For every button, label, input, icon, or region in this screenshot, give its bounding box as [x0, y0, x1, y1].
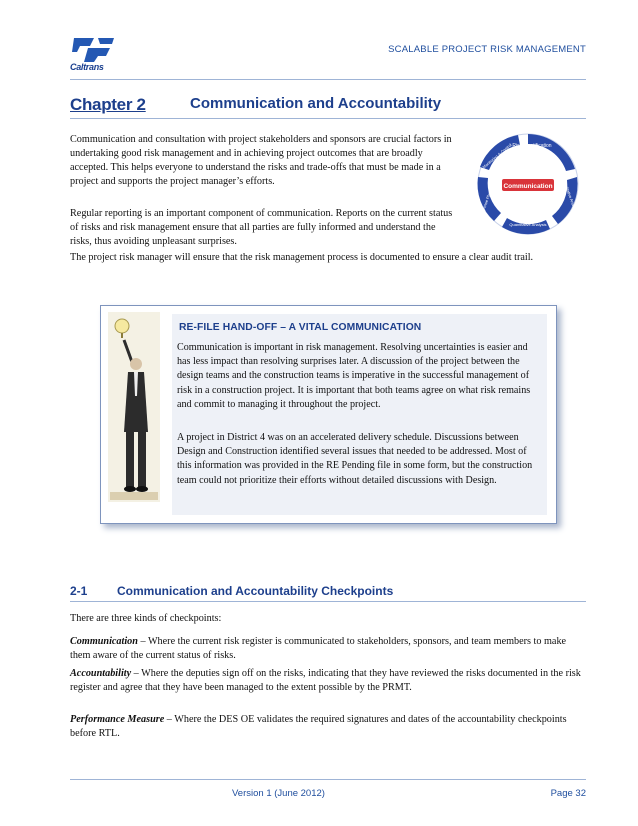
checkpoint-performance-measure: [70, 713, 586, 741]
chapter-label: Chapter 2: [70, 95, 146, 114]
cycle-stage-3: Quantitative Analysis: [509, 222, 547, 227]
callout-paragraph-1: Communication is important in risk management. Resolving uncertainties is easier and has less impact than resolving surprises later. A discussion of the project between the design teams and the construction teams is imperative in the successful management of risk in a construction project. It is important that both teams agree on what risk remains and commit to managing it throughout the project.: [177, 342, 531, 410]
checkpoint-term: Accountability: [70, 668, 132, 679]
checkpoint-description: – Where the deputies sign off on the risks, indicating that they have reviewed the risks documented in the risk register and agree that they have been managed to the extent possible by the PRMT.: [70, 668, 581, 693]
cycle-stage-4: Response Planning: [478, 183, 495, 218]
checkpoint-accountability: [70, 667, 586, 695]
checkpoint-term: Performance Measure: [70, 714, 165, 725]
logo-wordmark: Caltrans: [70, 62, 104, 72]
section-divider: [70, 601, 586, 602]
cycle-stage-5: Monitoring & Control: [481, 142, 513, 170]
intro-paragraph-3: The project risk manager will ensure that the risk management process is documented to ensure a clear audit trail.: [70, 252, 534, 263]
section-intro: There are three kinds of checkpoints:: [70, 613, 222, 624]
callout-paragraph-2: A project in District 4 was on an accelerated delivery schedule. Discussions between Design and Construction identified several issues that needed to be addressed. Most of this information was provided in the RE Pending file in some form, but the construction team could not prioritize their efforts without detailed discussions with Design.: [177, 432, 533, 486]
intro-paragraph-1: Communication and consultation with project stakeholders and sponsors are crucial factors in undertaking good risk management and in achieving project outcomes that are broadly accepted. This helps everyone to understand the risks and trade-offs that must be made in a project and supports the project manager’s efforts.: [70, 134, 452, 187]
section-number: 2-1: [70, 584, 88, 598]
cycle-stage-1: Risk Identification: [512, 143, 552, 149]
footer-version: Version 1 (June 2012): [232, 788, 325, 799]
checkpoint-description: – Where the DES OE validates the required signatures and dates of the accountability checkpoints before RTL.: [70, 714, 567, 739]
intro-paragraph-2: Regular reporting is an important component of communication. Reports on the current status of risks and risk management ensure that all parties are fully informed and understand the risks, thus avoiding unpleasant surprises.: [70, 208, 453, 247]
businessman-lightbulb-illustration: [108, 312, 160, 502]
page-number: Page 32: [550, 788, 586, 799]
checkpoint-term: Communication: [70, 636, 138, 647]
cycle-stage-2: Qualitative Analysis: [562, 179, 579, 214]
footer-divider: [70, 779, 586, 780]
running-header-title: SCALABLE PROJECT RISK MANAGEMENT: [388, 44, 586, 55]
checkpoint-communication: [70, 635, 586, 663]
chapter-divider: [70, 118, 586, 119]
risk-cycle-diagram: [470, 127, 586, 241]
section-title: Communication and Accountability Checkpoints: [117, 584, 394, 598]
callout-title: RE-FILE HAND-OFF – A VITAL COMMUNICATION: [179, 322, 422, 333]
cycle-center-label: Communication: [503, 183, 553, 190]
chapter-title: Communication and Accountability: [190, 95, 442, 112]
header-divider: [70, 79, 586, 80]
checkpoint-description: – Where the current risk register is communicated to stakeholders, sponsors, and team members to make them aware of the current status of risks.: [70, 636, 567, 661]
